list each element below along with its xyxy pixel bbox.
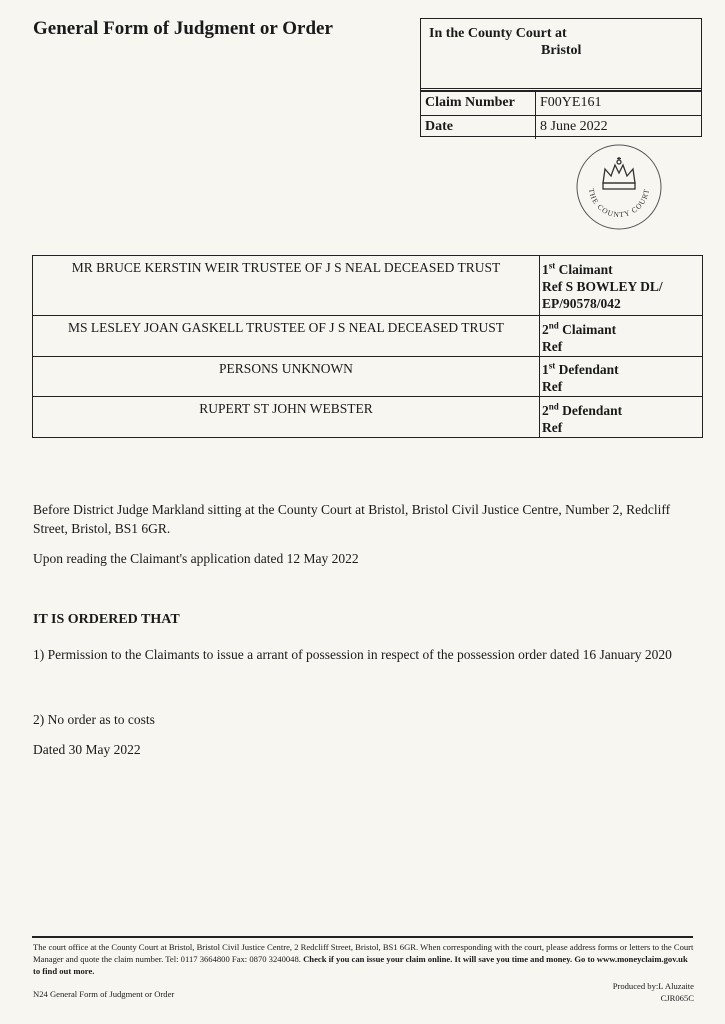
party-name: MS LESLEY JOAN GASKELL TRUSTEE OF J S NEAL DECEASED TRUST: [33, 316, 540, 357]
party-role: 1st Defendant Ref: [540, 356, 703, 397]
date-row: [421, 115, 701, 139]
upon-paragraph: Upon reading the Claimant's application dated 12 May 2022: [33, 551, 359, 566]
produced-by: Produced by:L Aluzaite CJR065C: [560, 980, 694, 1004]
court-place: Bristol: [541, 43, 582, 58]
claim-number-label: Claim Number: [421, 92, 536, 115]
before-paragraph: Before District Judge Markland sitting at the County Court at Bristol, Bristol Civil Justice Centre, Number 2, Redcliff Street, Bristol, BS1 6GR.: [33, 502, 671, 536]
page-title: General Form of Judgment or Order: [33, 18, 333, 39]
form-code: CJR065C: [660, 993, 694, 1003]
party-row: [33, 256, 703, 316]
claim-number-row: [421, 91, 701, 115]
claim-number-value: F00YE161: [540, 95, 602, 110]
court-name: [421, 19, 701, 89]
crown-icon: [603, 157, 635, 189]
dated-line: Dated 30 May 2022: [33, 742, 141, 757]
party-name: PERSONS UNKNOWN: [33, 356, 540, 397]
parties-table: [32, 255, 703, 438]
court-seal: [575, 143, 663, 231]
ordered-heading: IT IS ORDERED THAT: [33, 612, 180, 627]
order-item-2: 2) No order as to costs: [33, 712, 155, 727]
party-row: [33, 316, 703, 357]
footer-online-notice: Check if you can issue your claim online. It will save you time and money. Go to www.moneyclaim.gov.uk to find out more.: [33, 954, 688, 976]
date-label: Date: [421, 116, 536, 139]
court-line: In the County Court at: [429, 26, 567, 41]
court-details-box: [420, 18, 702, 137]
footer-divider: [32, 936, 693, 938]
party-row: [33, 356, 703, 397]
party-role: 2nd Defendant Ref: [540, 397, 703, 438]
form-name: N24 General Form of Judgment or Order: [33, 989, 175, 999]
date-value: 8 June 2022: [540, 119, 608, 134]
svg-text:THE COUNTY COURT: THE COUNTY COURT: [586, 187, 652, 220]
party-role: 1st Claimant Ref S BOWLEY DL/ EP/90578/042: [540, 256, 703, 316]
footer-notice: The court office at the County Court at Bristol, Bristol Civil Justice Centre, 2 Redcliff Street, Bristol, BS1 6GR. When corresponding with the court, please address forms or letters to the Court Manager and quote the claim number. Tel: 0117 3664800 Fax: 0870 3240048. Check if you can issue your claim online. It will save you time and money. Go to www.moneyclaim.gov.uk to find out more.: [33, 942, 694, 976]
party-name: MR BRUCE KERSTIN WEIR TRUSTEE OF J S NEAL DECEASED TRUST: [33, 256, 540, 316]
order-item-1: 1) Permission to the Claimants to issue a arrant of possession in respect of the possession order dated 16 January 2020: [33, 647, 672, 662]
party-row: [33, 397, 703, 438]
party-name: RUPERT ST JOHN WEBSTER: [33, 397, 540, 438]
party-role: 2nd Claimant Ref: [540, 316, 703, 357]
